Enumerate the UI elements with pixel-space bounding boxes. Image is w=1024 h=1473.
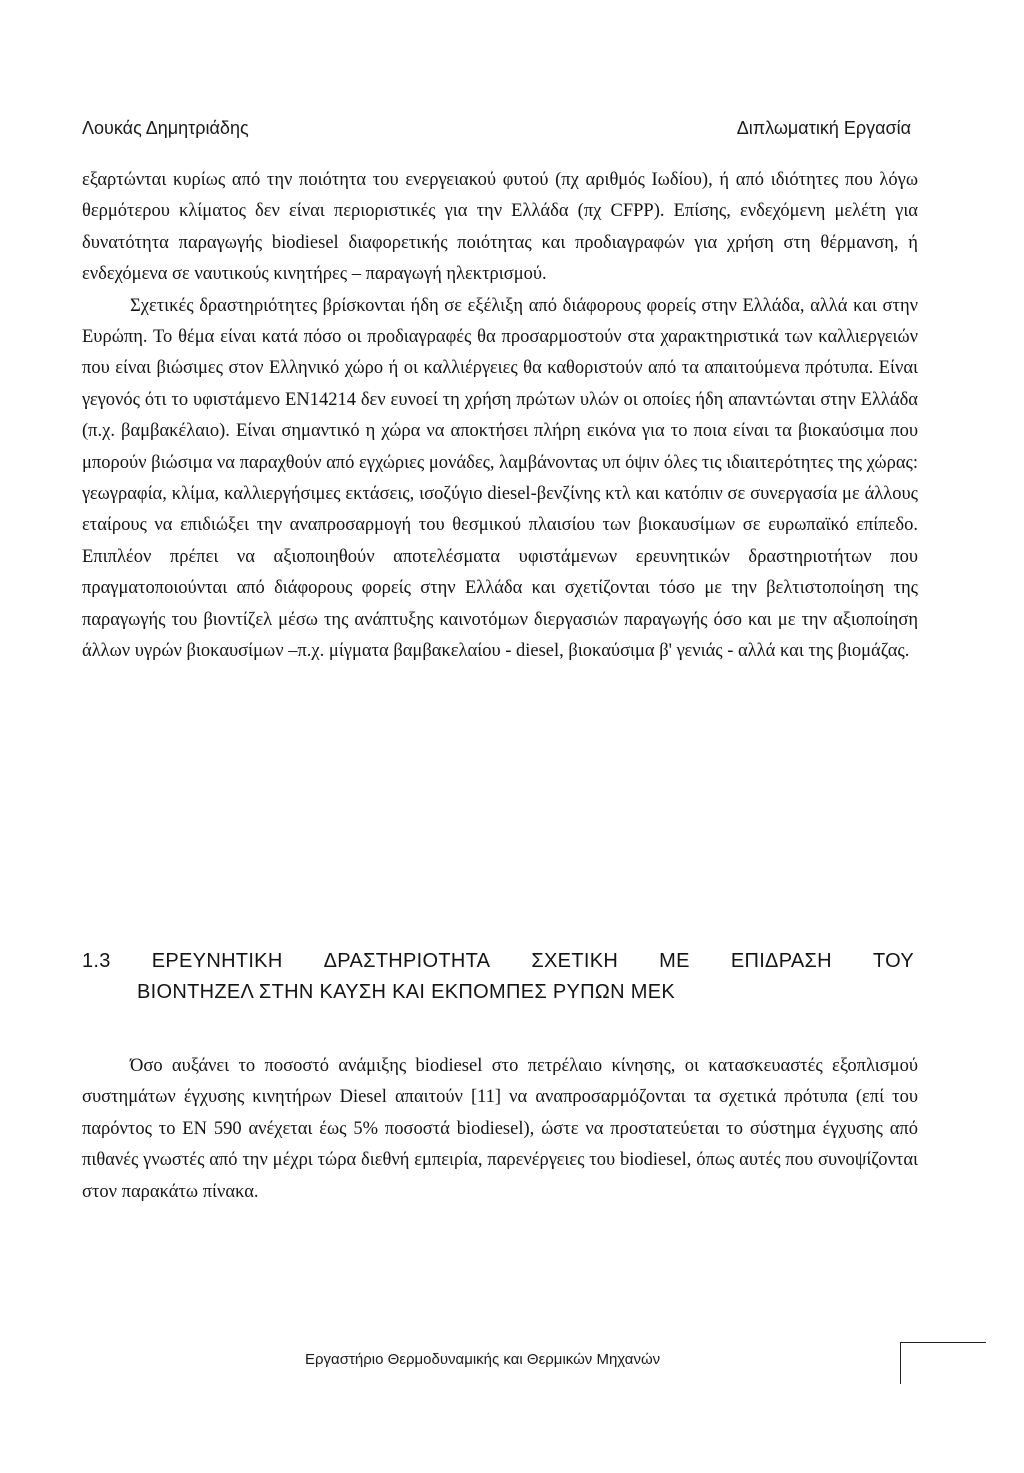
heading-word: ΕΠΙΔΡΑΣΗ <box>730 950 832 972</box>
section-heading-line-2: ΒΙΟΝΤΗΖΕΛ ΣΤΗΝ ΚΑΥΣΗ ΚΑΙ ΕΚΠΟΜΠΕΣ ΡΥΠΩΝ ΜΕΚ <box>137 981 675 1003</box>
section-heading <box>82 946 914 1008</box>
frame-left-line <box>900 1342 901 1384</box>
body-text <box>82 165 918 668</box>
heading-word: ΣΧΕΤΙΚΗ <box>531 950 619 972</box>
body-paragraph-1: εξαρτώνται κυρίως από την ποιότητα του ενεργειακού φυτού (πχ αριθμός Ιωδίου), ή από ιδιότητες που λόγω θερμότερου κλίματος δεν είναι περιοριστικές για την Ελλάδα (πχ CFPP). Επίσης, ενδεχόμενη μελέτη για δυνατότητα παραγωγής biodiesel διαφορετικής ποιότητας και προδιαγραφών για χρήση στη θέρμανση, ή ενδεχόμενα σε ναυτικούς κινητήρες – παραγωγή ηλεκτρισμού. <box>82 170 918 285</box>
heading-word: ΕΡΕΥΝΗΤΙΚΗ <box>151 950 283 972</box>
heading-word: ΔΡΑΣΤΗΡΙΟΤΗΤΑ <box>323 950 491 972</box>
body-paragraph-2: Σχετικές δραστηριότητες βρίσκονται ήδη σε εξέλιξη από διάφορους φορείς στην Ελλάδα, αλλά και στην Ευρώπη. Το θέμα είναι κατά πόσο οι προδιαγραφές θα προσαρμοστούν στα χαρακτηριστικά των καλλιεργειών που είναι βιώσιμες στον Ελληνικό χώρο ή οι καλλιέργειες θα καθοριστούν από τα απαιτούμενα πρότυπα. Είναι γεγονός ότι το υφιστάμενο EN14214 δεν ευνοεί τη χρήση πρώτων υλών οι οποίες ήδη απαντώνται στην Ελλάδα (π.χ. βαμβακέλαιο). Είναι σημαντικό η χώρα να αποκτήσει πλήρη εικόνα για το ποια είναι τα βιοκαύσιμα που μπορούν βιώσιμα να παραχθούν από εγχώριες μονάδες, λαμβάνοντας υπ όψιν όλες τις ιδιαιτερότητες της χώρας: γεωγραφία, κλίμα, καλλιεργήσιμες εκτάσεις, ισοζύγιο diesel-βενζίνης κτλ και κατόπιν σε συνεργασία με άλλους εταίρους να επιδιώξει την αναπροσαρμογή του θεσμικού πλαισίου των βιοκαυσίμων σε ευρωπαϊκό επίπεδο. Επιπλέον πρέπει να αξιοποιηθούν αποτελέσματα υφιστάμενων ερευνητικών δραστηριοτήτων που πραγματοποιούνται από διάφορους φορείς στην Ελλάδα και σχετίζονται τόσο με την βελτιστοποίηση της παραγωγής του βιοντίζελ μέσω της ανάπτυξης καινοτόμων διεργασιών παραγωγής όσο και με την αξιοποίηση άλλων υγρών βιοκαυσίμων –π.χ. μίγματα βαμβακελαίου - diesel, βιοκαύσιμα β' γενιάς - αλλά και της βιομάζας. <box>82 295 918 662</box>
frame-top-line <box>900 1342 986 1343</box>
page-footer: Εργαστήριο Θερμοδυναμικής και Θερμικών Μηχανών <box>305 1351 661 1368</box>
section-body <box>82 1051 918 1208</box>
page-header <box>82 118 911 148</box>
section-number: 1.3 <box>82 950 111 972</box>
header-doc-type: Διπλωματική Εργασία <box>736 118 911 138</box>
section-heading-line-1 <box>82 946 914 977</box>
section-paragraph: Όσο αυξάνει το ποσοστό ανάμιξης biodiesel στο πετρέλαιο κίνησης, οι κατασκευαστές εξοπλισμού συστημάτων έγχυσης κινητήρων Diesel απαιτούν [11] να αναπροσαρμόζονται τα σχετικά πρότυπα (επί του παρόντος το EN 590 ανέχεται έως 5% ποσοστά biodiesel), ώστε να προστατεύεται το σύστημα έγχυσης από πιθανές γνωστές από την μέχρι τώρα διεθνή εμπειρία, παρενέργειες του biodiesel, όπως αυτές που συνοψίζονται στον παρακάτω πίνακα. <box>82 1056 918 1202</box>
heading-word: ΤΟΥ <box>872 950 914 972</box>
header-author: Λουκάς Δημητριάδης <box>82 118 249 138</box>
page-number-frame <box>900 1342 986 1384</box>
heading-word: ΜΕ <box>659 950 690 972</box>
